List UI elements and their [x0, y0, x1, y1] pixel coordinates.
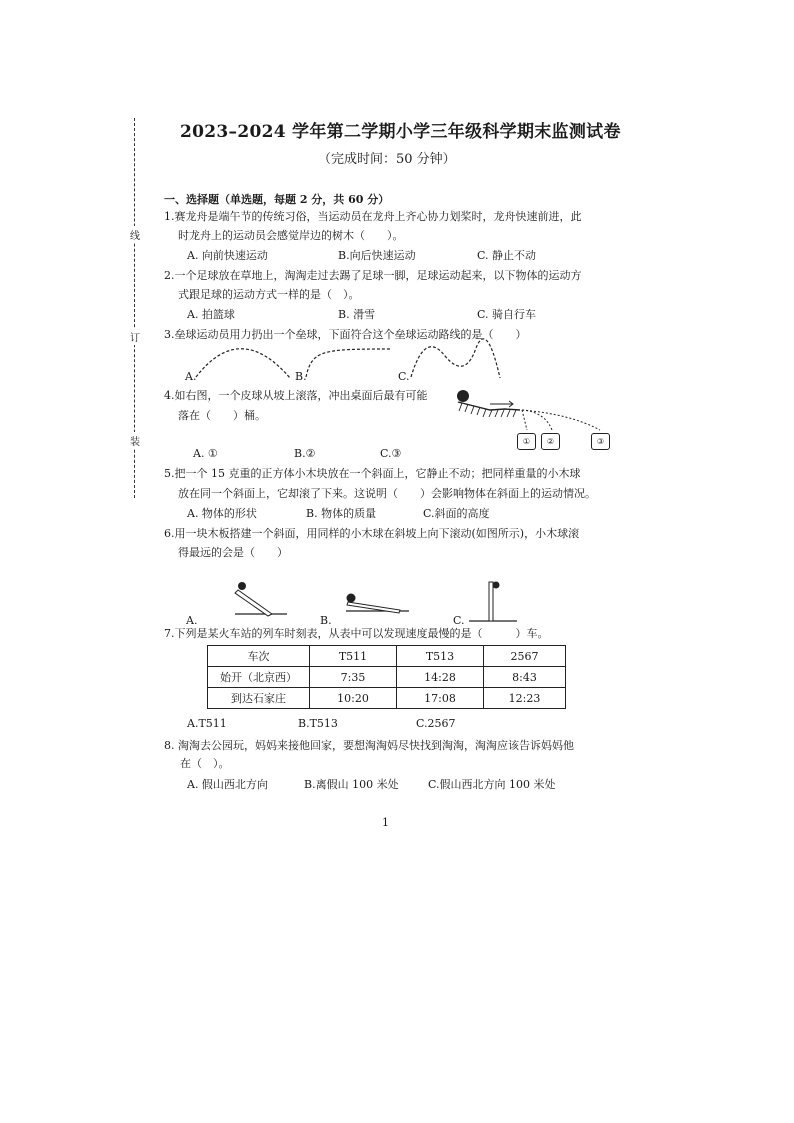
q4-line-2: 落在（ ）桶。 [178, 409, 266, 422]
table-cell: 8:43 [484, 667, 566, 688]
q6-option-c: C. [453, 614, 465, 627]
q6-line-2: 得最远的会是（ ） [178, 546, 288, 559]
q7-option-b: B.T513 [298, 717, 338, 730]
q7-line-1: 7.下列是某火车站的列车时刻表，从表中可以发现速度最慢的是（ ）车。 [164, 627, 549, 640]
q8-option-c: C.假山西北方向 100 米处 [428, 778, 556, 791]
q8-line-1: 8. 淘淘去公园玩，妈妈来接他回家，要想淘淘妈尽快找到淘淘，淘淘应该告诉妈妈他 [164, 739, 574, 752]
q6-option-b: B. [320, 614, 332, 627]
q8-option-b: B.离假山 100 米处 [304, 778, 399, 791]
q1-line-2: 时龙舟上的运动员会感觉岸边的树木（ ）。 [178, 229, 404, 242]
table-cell: 7:35 [310, 667, 397, 688]
table-row [208, 667, 566, 688]
page-number: 1 [382, 816, 389, 829]
q4-line-1: 4.如右图，一个皮球从坡上滚落，冲出桌面后最有可能 [164, 389, 428, 402]
q8-option-a: A. 假山西北方向 [187, 778, 268, 791]
q6-option-a: A. [186, 614, 198, 627]
table-cell: 10:20 [310, 688, 397, 709]
q2-option-c: C. 骑自行车 [477, 308, 537, 321]
q1-option-a: A. 向前快速运动 [187, 249, 268, 262]
page-title: 2023–2024 学年第二学期小学三年级科学期末监测试卷 [180, 122, 621, 142]
table-row [208, 688, 566, 709]
table-cell: 12:23 [484, 688, 566, 709]
table-header-cell: T513 [397, 646, 484, 667]
q4-option-c: C.③ [380, 447, 402, 460]
q6-line-1: 6.用一块木板搭建一个斜面，用同样的小木球在斜坡上向下滚动(如图所示)，小木球滚 [164, 527, 580, 540]
ramp-a-ball [238, 582, 246, 590]
binding-char-ding: 订 [130, 328, 140, 345]
bucket-3: ③ [591, 433, 610, 450]
q7-option-c: C.2567 [416, 717, 456, 730]
bucket-1: ① [517, 433, 536, 450]
page-subtitle: （完成时间：50 分钟） [318, 152, 456, 167]
q2-line-1: 2.一个足球放在草地上，淘淘走过去踢了足球一脚，足球运动起来，以下物体的运动方 [164, 269, 582, 282]
q2-option-a: A. 拍篮球 [187, 308, 235, 321]
table-cell: 始开（北京西） [208, 667, 310, 688]
table-header-cell: 车次 [208, 646, 310, 667]
q2-option-b: B. 滑雪 [338, 308, 376, 321]
q1-option-b: B.向后快速运动 [338, 249, 416, 262]
ramp-c-board [489, 582, 493, 621]
q4-option-b: B.② [294, 447, 316, 460]
bucket-2: ② [541, 433, 560, 450]
q5-option-c: C.斜面的高度 [423, 507, 490, 520]
q5-option-a: A. 物体的形状 [187, 507, 257, 520]
binding-char-zhuang: 装 [130, 432, 140, 449]
q3-option-c: C. [398, 370, 410, 383]
table-cell: 到达石家庄 [208, 688, 310, 709]
table-cell: 17:08 [397, 688, 484, 709]
q5-line-1: 5.把一个 15 克重的正方体小木块放在一个斜面上，它静止不动；把同样重量的小木球 [164, 467, 581, 480]
ramp-a-board [235, 590, 272, 616]
table-header-cell: 2567 [484, 646, 566, 667]
q5-option-b: B. 物体的质量 [306, 507, 377, 520]
q1-option-c: C. 静止不动 [477, 249, 537, 262]
q5-line-2: 放在同一个斜面上，它却滚了下来。这说明（ ）会影响物体在斜面上的运动情况。 [178, 487, 596, 500]
ramp-b-ball [347, 594, 356, 603]
q4-option-a: A. ① [193, 447, 218, 460]
ramp-c-ball [493, 582, 500, 589]
section-heading: 一、选择题（单选题，每题 2 分，共 60 分） [164, 193, 390, 206]
binding-char-xian: 线 [130, 226, 140, 243]
table-header-cell: T511 [310, 646, 397, 667]
table-header-row [208, 646, 566, 667]
q3-line-1: 3.垒球运动员用力扔出一个垒球，下面符合这个垒球运动路线的是（ ） [164, 328, 527, 341]
table-cell: 14:28 [397, 667, 484, 688]
q8-line-2: 在（ ）。 [180, 757, 230, 770]
q2-line-2: 式跟足球的运动方式一样的是（ ）。 [178, 288, 360, 301]
q3-option-a: A. [185, 370, 197, 383]
q7-option-a: A.T511 [187, 717, 227, 730]
q1-line-1: 1.赛龙舟是端午节的传统习俗，当运动员在龙舟上齐心协力划桨时，龙舟快速前进，此 [164, 210, 582, 223]
q3-option-b: B. [295, 370, 307, 383]
train-timetable [207, 645, 566, 709]
